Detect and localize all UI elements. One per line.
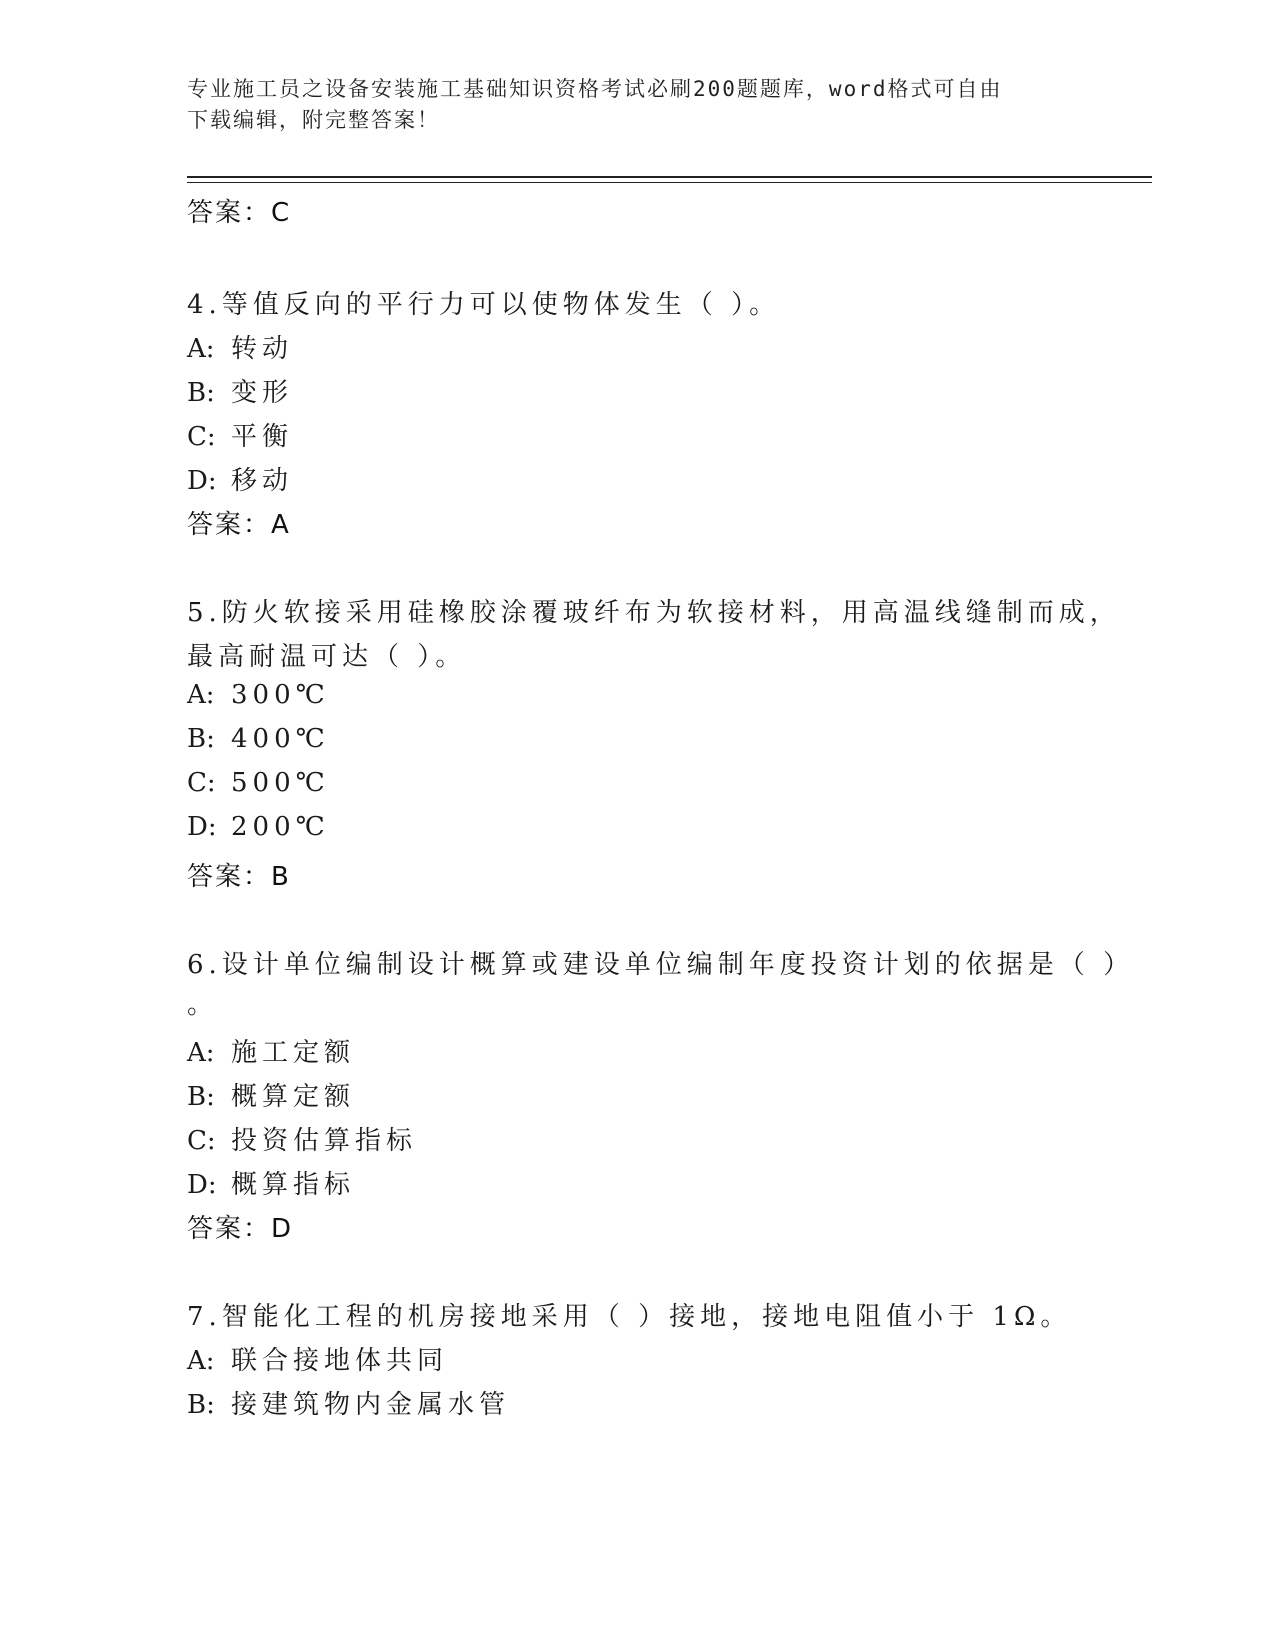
question-4-option-a bbox=[187, 328, 293, 365]
option-letter: D: bbox=[187, 812, 217, 842]
question-5-option-c bbox=[187, 768, 330, 798]
header-title-line-1: 专业施工员之设备安装施工基础知识资格考试必刷200题题库，word格式可自由 bbox=[187, 77, 1003, 101]
option-text: 200℃ bbox=[231, 812, 330, 842]
option-text: 转动 bbox=[231, 334, 294, 364]
answer-q3: 答案：C bbox=[187, 198, 292, 228]
option-text: 概算定额 bbox=[231, 1082, 356, 1112]
answer-q6: 答案：D bbox=[187, 1214, 294, 1244]
option-text: 400℃ bbox=[231, 724, 330, 754]
option-letter: B: bbox=[187, 1390, 215, 1420]
option-letter: D: bbox=[187, 466, 217, 496]
question-6-option-b bbox=[187, 1076, 355, 1113]
option-letter: C: bbox=[187, 422, 216, 452]
option-text: 变形 bbox=[231, 378, 294, 408]
header-title-line-2: 下载编辑，附完整答案！ bbox=[187, 108, 440, 132]
question-6-stem-line-1: 6.设计单位编制设计概算或建设单位编制年度投资计划的依据是（ ） bbox=[187, 950, 1135, 980]
question-4-option-b bbox=[187, 372, 293, 409]
question-7-stem: 7.智能化工程的机房接地采用（ ）接地，接地电阻值小于 1Ω。 bbox=[187, 1302, 1072, 1332]
option-letter: B: bbox=[187, 724, 215, 754]
question-7-option-b bbox=[187, 1384, 510, 1421]
option-text: 移动 bbox=[231, 466, 294, 496]
question-5-option-d bbox=[187, 812, 330, 842]
option-letter: B: bbox=[187, 378, 215, 408]
question-7-option-a bbox=[187, 1340, 448, 1377]
option-letter: D: bbox=[187, 1170, 217, 1200]
question-5-option-b bbox=[187, 724, 330, 754]
question-5-stem-line-1: 5.防火软接采用硅橡胶涂覆玻纤布为软接材料，用高温线缝制而成， bbox=[187, 598, 1121, 628]
option-letter: C: bbox=[187, 768, 216, 798]
option-text: 概算指标 bbox=[231, 1170, 356, 1200]
answer-q4: 答案：A bbox=[187, 510, 291, 540]
option-letter: A: bbox=[187, 1038, 215, 1068]
option-letter: A: bbox=[187, 1346, 215, 1376]
question-6-stem-line-2: 。 bbox=[187, 990, 219, 1020]
option-text: 500℃ bbox=[231, 768, 330, 798]
question-6-option-d bbox=[187, 1164, 355, 1201]
option-letter: A: bbox=[187, 334, 215, 364]
option-letter: C: bbox=[187, 1126, 216, 1156]
question-5-option-a bbox=[187, 680, 330, 710]
header-rule-thick bbox=[187, 176, 1152, 178]
option-text: 300℃ bbox=[231, 680, 330, 710]
option-text: 接建筑物内金属水管 bbox=[231, 1390, 511, 1420]
question-4-option-d bbox=[187, 460, 293, 497]
answer-q5: 答案：B bbox=[187, 862, 291, 892]
option-letter: A: bbox=[187, 680, 215, 710]
option-text: 施工定额 bbox=[231, 1038, 356, 1068]
question-5-stem-line-2: 最高耐温可达（ ）。 bbox=[187, 642, 467, 672]
option-text: 平衡 bbox=[231, 422, 294, 452]
header-rule-thin bbox=[187, 182, 1152, 183]
question-6-option-c bbox=[187, 1120, 417, 1157]
option-letter: B: bbox=[187, 1082, 215, 1112]
document-header bbox=[187, 74, 1087, 136]
question-6-option-a bbox=[187, 1032, 355, 1069]
option-text: 联合接地体共同 bbox=[231, 1346, 449, 1376]
question-4-stem: 4.等值反向的平行力可以使物体发生（ ）。 bbox=[187, 290, 781, 320]
question-4-option-c bbox=[187, 416, 293, 453]
option-text: 投资估算指标 bbox=[231, 1126, 418, 1156]
